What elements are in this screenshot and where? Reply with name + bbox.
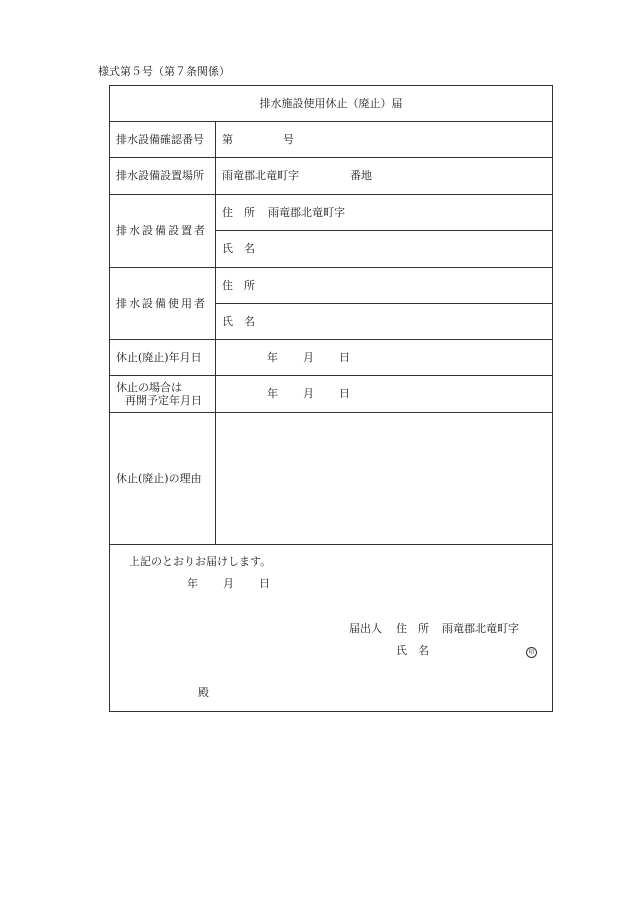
addressee-suffix: 殿 xyxy=(198,686,209,699)
confirm-no-prefix: 第 xyxy=(222,133,233,146)
restart-date-month: 月 xyxy=(303,387,314,400)
submitter-name-label: 氏 名 xyxy=(396,644,429,657)
column-divider xyxy=(215,121,216,544)
divider xyxy=(110,267,552,268)
stop-date-year: 年 xyxy=(267,351,278,364)
notification-form xyxy=(109,85,553,712)
footer-month: 月 xyxy=(223,577,234,590)
divider xyxy=(110,121,552,122)
stop-date-day: 日 xyxy=(339,351,350,364)
reason-label: 休止(廃止)の理由 xyxy=(116,472,202,485)
footer-statement: 上記のとおりお届けします。 xyxy=(129,555,272,568)
divider xyxy=(110,157,552,158)
installer-name-label: 氏 名 xyxy=(222,242,255,255)
divider xyxy=(110,412,552,413)
divider xyxy=(110,375,552,376)
user-label: 排水設備使用者 xyxy=(116,297,207,310)
stop-date-month: 月 xyxy=(303,351,314,364)
user-address-label: 住 所 xyxy=(222,279,255,292)
submitter-address-label: 住 所 xyxy=(396,622,429,635)
divider xyxy=(215,303,552,304)
location-suffix: 番地 xyxy=(350,169,372,182)
restart-date-label-line1: 休止の場合は xyxy=(116,381,182,394)
form-title: 排水施設使用休止（廃止）届 xyxy=(259,97,403,110)
user-name-label: 氏 名 xyxy=(222,315,255,328)
installer-address-label: 住 所 xyxy=(222,206,255,219)
installer-label: 排水設備設置者 xyxy=(116,224,207,237)
divider xyxy=(110,544,552,545)
restart-date-label-line2: 再開予定年月日 xyxy=(125,394,202,407)
confirm-no-label: 排水設備確認番号 xyxy=(116,133,204,146)
location-value: 雨竜郡北竜町字 xyxy=(222,169,299,182)
stop-date-label: 休止(廃止)年月日 xyxy=(116,351,202,364)
confirm-no-suffix: 号 xyxy=(283,133,294,146)
divider xyxy=(110,194,552,195)
divider xyxy=(110,339,552,340)
footer-year: 年 xyxy=(187,577,198,590)
submitter-address-value: 雨竜郡北竜町字 xyxy=(442,622,519,635)
seal-icon: 印 xyxy=(526,647,537,658)
restart-date-day: 日 xyxy=(339,387,350,400)
location-label: 排水設備設置場所 xyxy=(116,169,204,182)
form-number: 様式第５号（第７条関係） xyxy=(98,65,230,78)
footer-day: 日 xyxy=(259,577,270,590)
seal-mark xyxy=(526,645,537,658)
installer-address-value: 雨竜郡北竜町字 xyxy=(268,206,345,219)
submitter-label: 届出人 xyxy=(349,622,382,635)
restart-date-year: 年 xyxy=(267,387,278,400)
divider xyxy=(215,230,552,231)
